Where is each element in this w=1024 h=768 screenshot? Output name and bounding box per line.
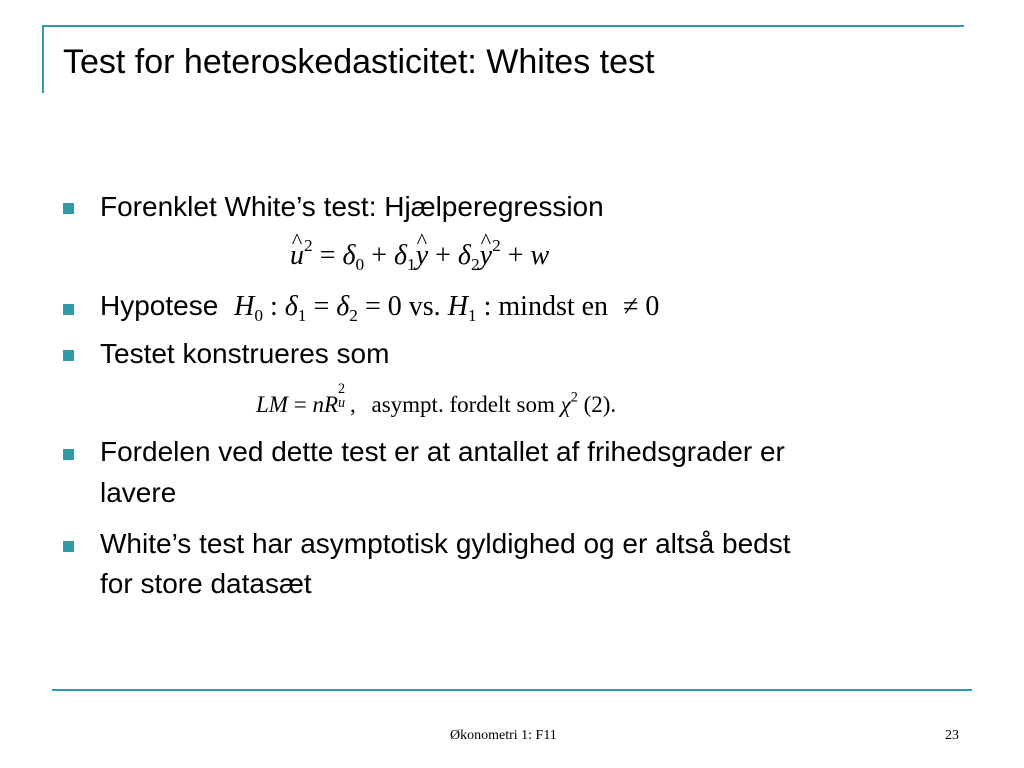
bullet-text-5-line2: for store datasæt xyxy=(100,568,312,599)
lm-equation: LM = nR 2 u , asympt. fordelt som $\chi^2$ (2). xyxy=(256,381,617,417)
bullet-text-5-line1: White’s test har asymptotisk gyldighed og er altså bedst xyxy=(100,528,791,559)
hypothesis-label: Hypotese xyxy=(100,290,219,321)
bullet-text-3: Testet konstrueres som xyxy=(100,338,390,369)
bullet-text-2 xyxy=(100,287,659,335)
title-accent-vertical xyxy=(42,25,44,93)
bullet-marker xyxy=(63,449,74,460)
page-number: 23 xyxy=(945,728,959,743)
hypothesis-equation: $H_0$ : $\delta_1 = \delta_2 = 0$ vs. $H_1$ : mindst en ≠ 0 xyxy=(234,291,660,326)
slide-title: Test for heteroskedasticitet: Whites test xyxy=(63,43,655,81)
bullet-marker xyxy=(63,304,74,315)
bullet-marker xyxy=(63,541,74,552)
footer-divider xyxy=(52,689,972,691)
bullet-text-4-line2: lavere xyxy=(100,477,177,508)
bullet-marker xyxy=(63,203,74,214)
title-accent-horizontal xyxy=(42,25,964,27)
regression-equation: ^ $u^2 = \delta_0$ + $\delta_1\^{}$ $y + \delta_2\^{}$ $y^2 + w$ xyxy=(290,236,549,275)
bullet-text-1: Forenklet White’s test: Hjælperegression xyxy=(100,191,604,222)
footer-course-label: Økonometri 1: F11 xyxy=(450,728,557,743)
bullet-text-4-line1: Fordelen ved dette test er at antallet af frihedsgrader er xyxy=(100,436,785,467)
bullet-marker xyxy=(63,350,74,361)
